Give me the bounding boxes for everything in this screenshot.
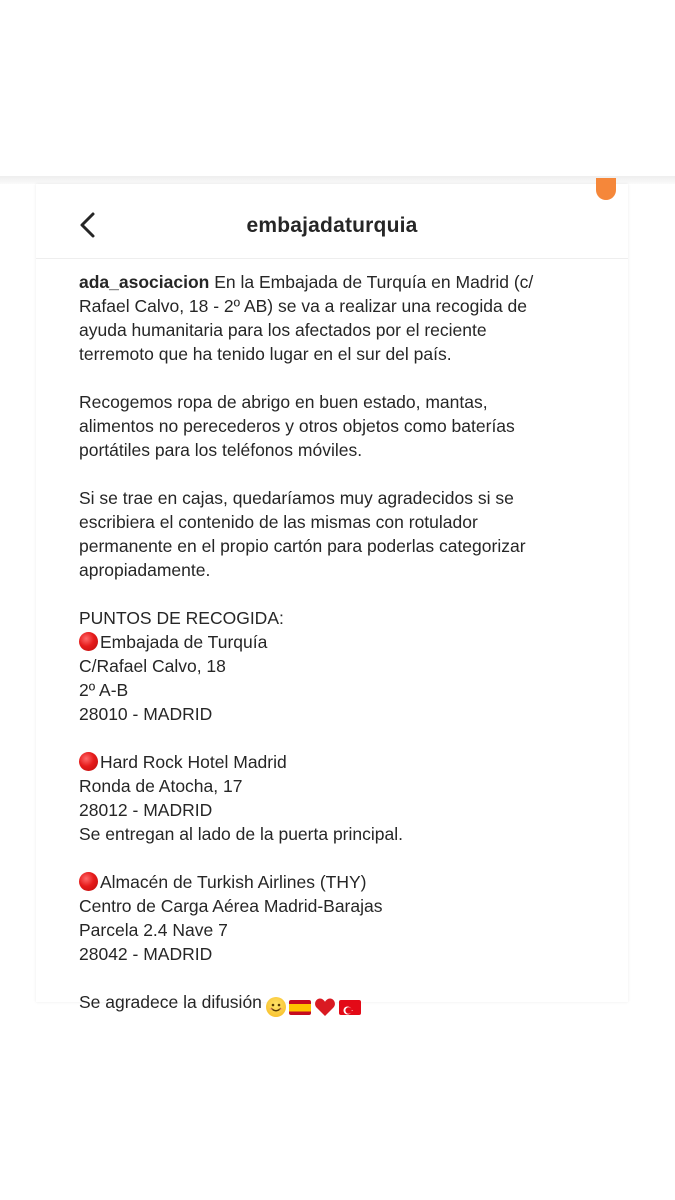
smiling-face-icon	[266, 997, 286, 1017]
point-address-line: Parcela 2.4 Nave 7	[79, 920, 228, 940]
point-address-line: 28042 - MADRID	[79, 944, 213, 964]
caption-line: ayuda humanitaria para los afectados por el reciente	[79, 320, 487, 340]
point-address-line: 28012 - MADRID	[79, 800, 213, 820]
caption-line: alimentos no perecederos y otros objetos como baterías	[79, 416, 515, 436]
collection-point-3	[79, 870, 609, 966]
caption-line: Rafael Calvo, 18 - 2º AB) se va a realizar una recogida de	[79, 296, 528, 316]
caption-line: permanente en el propio cartón para poderlas categorizar	[79, 536, 526, 556]
header	[36, 196, 628, 259]
collection-point-1	[79, 606, 609, 726]
red-circle-icon	[79, 632, 98, 651]
point-name: Hard Rock Hotel Madrid	[100, 752, 287, 772]
intro-paragraph	[79, 270, 609, 366]
red-circle-icon	[79, 872, 98, 891]
points-heading: PUNTOS DE RECOGIDA:	[79, 608, 284, 628]
caption-line: Recogemos ropa de abrigo en buen estado, mantas,	[79, 392, 488, 412]
page-title: embajadaturquia	[246, 214, 418, 237]
boxes-paragraph	[79, 486, 609, 582]
caption-line: apropiadamente.	[79, 560, 211, 580]
red-heart-icon	[314, 997, 336, 1017]
closing-text: Se agradece la difusión	[79, 992, 262, 1012]
red-circle-icon	[79, 752, 98, 771]
username-link[interactable]: ada_asociacion	[79, 272, 210, 292]
caption-line: escribiera el contenido de las mismas con rotulador	[79, 512, 478, 532]
closing-line	[79, 990, 609, 1018]
point-address-line: Se entregan al lado de la puerta principal.	[79, 824, 403, 844]
caption-line: portátiles para los teléfonos móviles.	[79, 440, 363, 460]
caption-line: En la Embajada de Turquía en Madrid (c/	[209, 272, 534, 292]
caption-line: terremoto que ha tenido lugar en el sur del país.	[79, 344, 452, 364]
point-address-line: Centro de Carga Aérea Madrid-Barajas	[79, 896, 383, 916]
point-address-line: 28010 - MADRID	[79, 704, 213, 724]
closing-emojis	[266, 994, 364, 1018]
turkey-flag-icon	[339, 1000, 361, 1015]
spain-flag-icon	[289, 1000, 311, 1015]
items-paragraph	[79, 390, 609, 462]
point-address-line: 2º A-B	[79, 680, 129, 700]
post-caption	[79, 270, 609, 1042]
point-name: Embajada de Turquía	[100, 632, 268, 652]
point-address-line: C/Rafael Calvo, 18	[79, 656, 226, 676]
top-divider	[0, 176, 675, 184]
caption-line: Si se trae en cajas, quedaríamos muy agradecidos si se	[79, 488, 514, 508]
point-address-line: Ronda de Atocha, 17	[79, 776, 243, 796]
point-name: Almacén de Turkish Airlines (THY)	[100, 872, 367, 892]
collection-point-2	[79, 750, 609, 846]
